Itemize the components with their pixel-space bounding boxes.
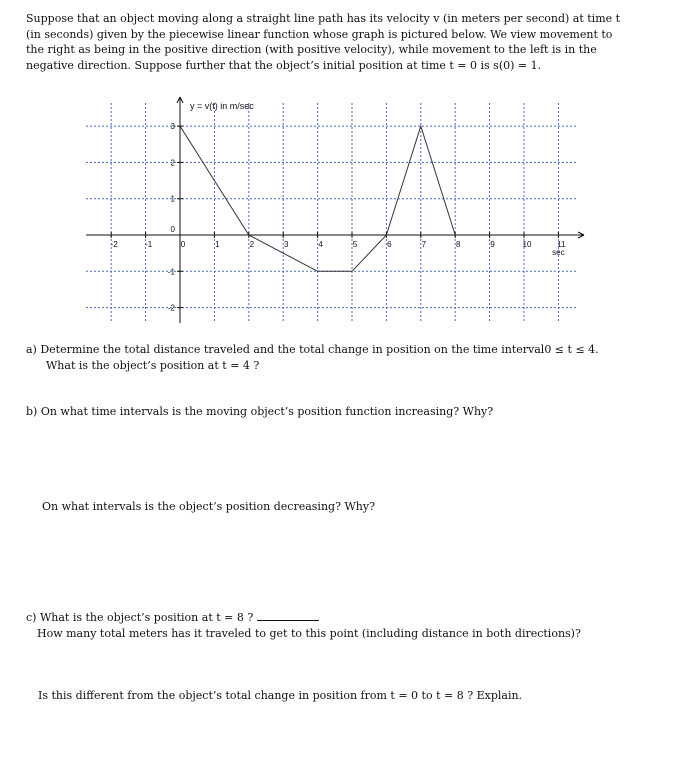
x-tick-label: -1 [145, 240, 153, 249]
y-tick-label: 2 [170, 158, 175, 168]
x-tick-label: 3 [283, 240, 289, 249]
x-tick-label: 2 [249, 240, 255, 249]
x-tick-label: 8 [455, 240, 461, 249]
x-tick-label: 9 [490, 240, 495, 249]
problem-intro [26, 11, 676, 73]
y-tick-label: 3 [170, 122, 175, 132]
question-c-line-1: c) What is the object’s position at t = 8 ? [26, 611, 254, 624]
question-a-line-2: What is the object’s position at t = 4 ? [46, 358, 260, 372]
intro-line-1: Suppose that an object moving along a straight line path has its velocity v (in meters per second) at time t [26, 12, 621, 25]
y-tick-label: -2 [167, 303, 175, 313]
question-c [26, 610, 581, 641]
intro-line-3: the right as being in the positive direction (with positive velocity), while movement to the left is in the [26, 43, 597, 56]
y-tick-label: -1 [167, 267, 175, 277]
x-tick-label: 4 [318, 240, 323, 249]
intro-line-2: (in seconds) given by the piecewise linear function whose graph is pictured below. We view movement to [26, 27, 613, 41]
question-b-line-1: b) On what time intervals is the moving object’s position function increasing? Why? [26, 405, 494, 418]
y-tick-label: 1 [170, 194, 175, 204]
tick-labels [111, 122, 566, 313]
question-a [26, 342, 599, 373]
x-tick-label: 0 [180, 240, 186, 249]
x-tick-label: 7 [421, 240, 427, 249]
question-b-line-2: On what intervals is the object’s position decreasing? Why? [42, 500, 375, 513]
x-axis-label: sec [552, 248, 565, 257]
x-tick-label: 6 [387, 240, 392, 249]
answer-blank[interactable] [257, 611, 319, 621]
grid-lines [86, 103, 576, 323]
y-tick-label: 0 [170, 225, 175, 234]
x-tick-label: 10 [522, 240, 532, 249]
x-tick-label: 1 [215, 240, 220, 249]
question-c-line-3: Is this different from the object’s total change in position from t = 0 to t = 8 ? Explain. [38, 689, 523, 702]
question-a-line-1: a) Determine the total distance traveled and the total change in position on the time interval0 ≤ t ≤ 4. [26, 343, 599, 356]
x-tick-label: -2 [110, 240, 118, 249]
x-tick-label: 11 [557, 240, 566, 249]
chart-title: y = v(t) in m/sec [190, 101, 254, 111]
intro-line-4: negative direction. Suppose further that the object’s initial position at time t = 0 is s(0) = 1. [26, 58, 542, 72]
question-c-line-2: How many total meters has it traveled to get to this point (including distance in both directions)? [37, 626, 581, 640]
velocity-graph [80, 95, 600, 327]
x-tick-label: 5 [352, 240, 358, 249]
axes [86, 97, 584, 323]
